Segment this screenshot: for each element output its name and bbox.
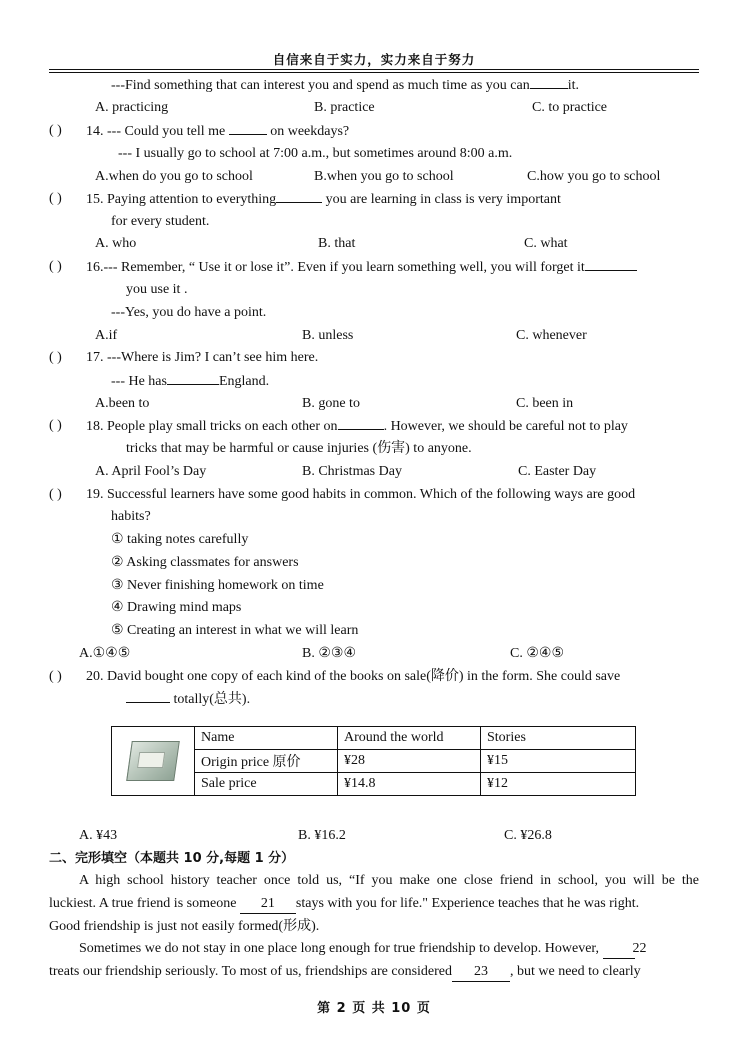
answer-paren[interactable]: ( ) <box>49 669 62 684</box>
q19-option-b: B. ②③④ <box>302 646 356 661</box>
header-rule-thick <box>49 69 699 70</box>
blank[interactable] <box>167 372 219 385</box>
passage-line: luckiest. A true friend is someone 21 stays with you for life." Experience teaches that he was right. <box>49 895 701 914</box>
q14-option-c: C.how you go to school <box>527 169 661 184</box>
q17-option-c: C. been in <box>516 396 574 411</box>
passage-line: Good friendship is just not easily formed(形成). <box>49 919 320 934</box>
table-cell: ¥15 <box>481 750 636 773</box>
q17-line1: 17. ---Where is Jim? I can’t see him here. <box>86 350 319 365</box>
answer-paren[interactable]: ( ) <box>49 418 62 433</box>
q18-line1: 18. People play small tricks on each other on . However, we should be careful not to play <box>86 419 628 434</box>
page-header: 自信来自于实力，实力来自于努力 <box>272 52 476 67</box>
q16-option-c: C. whenever <box>516 328 587 343</box>
q20-line2: totally(总共). <box>126 690 250 709</box>
q19-item-4: ④ Drawing mind maps <box>111 600 242 615</box>
q14-option-b: B.when you go to school <box>314 169 454 184</box>
blank-22[interactable]: 22 <box>603 940 635 959</box>
section-title: 二、完形填空（本题共 10 分,每题 1 分） <box>49 851 295 866</box>
blank-21[interactable]: 21 <box>240 895 296 914</box>
q14-option-a: A.when do you go to school <box>95 169 253 184</box>
q14-line2: --- I usually go to school at 7:00 a.m., but sometimes around 8:00 a.m. <box>118 146 513 161</box>
blank[interactable] <box>585 258 637 271</box>
passage-line: A high school history teacher once told us, “If you make one close friend in school, you will be the <box>79 873 699 888</box>
q15-option-b: B. that <box>318 236 356 251</box>
q13-line1: ---Find something that can interest you and spend as much time as you can it. <box>111 78 580 93</box>
table-cell: ¥28 <box>338 750 481 773</box>
q20-option-a: A. ¥43 <box>79 828 118 843</box>
answer-paren[interactable]: ( ) <box>49 350 62 365</box>
q19-item-1: ① taking notes carefully <box>111 532 249 547</box>
q19-line2: habits? <box>111 509 151 524</box>
q15-option-c: C. what <box>524 236 568 251</box>
q16-line1: 16.--- Remember, “ Use it or lose it”. Even if you learn something well, you will forget it <box>86 258 637 277</box>
price-table <box>111 726 636 796</box>
page-footer: 第 2 页 共 10 页 <box>317 1001 431 1016</box>
table-row <box>112 727 636 750</box>
q20-option-b: B. ¥16.2 <box>298 828 346 843</box>
q13-option-c: C. to practice <box>532 100 608 115</box>
q13-option-b: B. practice <box>314 100 375 115</box>
answer-paren[interactable]: ( ) <box>49 123 62 138</box>
q13-option-a: A. practicing <box>95 100 169 115</box>
q17-option-b: B. gone to <box>302 396 360 411</box>
table-cell: Sale price <box>195 773 338 796</box>
table-header: Stories <box>481 727 636 750</box>
blank[interactable] <box>338 417 384 430</box>
q17-line2: --- He has England. <box>111 374 270 389</box>
table-cell: ¥12 <box>481 773 636 796</box>
blank[interactable] <box>276 190 322 203</box>
q19-option-c: C. ②④⑤ <box>510 646 564 661</box>
blank[interactable] <box>530 76 568 89</box>
q15-line1: 15. Paying attention to everything you are learning in class is very important <box>86 192 561 207</box>
q18-option-c: C. Easter Day <box>518 464 597 479</box>
header-rule-thin <box>49 72 699 73</box>
blank-23[interactable]: 23 <box>452 963 510 982</box>
q15-option-a: A. who <box>95 236 137 251</box>
book-image-cell <box>112 727 195 796</box>
q18-line2: tricks that may be harmful or cause injuries (伤害) to anyone. <box>126 441 472 456</box>
q15-line2: for every student. <box>111 214 210 229</box>
q16-option-b: B. unless <box>302 328 354 343</box>
passage-line: Sometimes we do not stay in one place long enough for true friendship to develop. However, 22 <box>49 940 701 959</box>
q16-line3: ---Yes, you do have a point. <box>111 305 267 320</box>
table-cell: Origin price 原价 <box>195 750 338 773</box>
q19-item-3: ③ Never finishing homework on time <box>111 578 324 593</box>
table-cell: ¥14.8 <box>338 773 481 796</box>
q19-line1: 19. Successful learners have some good habits in common. Which of the following ways are good <box>86 487 636 502</box>
q19-item-2: ② Asking classmates for answers <box>111 555 299 570</box>
answer-paren[interactable]: ( ) <box>49 487 62 502</box>
q20-line1: 20. David bought one copy of each kind of the books on sale(降价) in the form. She could save <box>86 669 621 684</box>
table-header: Around the world <box>338 727 481 750</box>
q16-line2: you use it . <box>126 282 188 297</box>
q19-item-5: ⑤ Creating an interest in what we will learn <box>111 623 359 638</box>
q18-option-a: A. April Fool’s Day <box>95 464 207 479</box>
q18-option-b: B. Christmas Day <box>302 464 402 479</box>
blank[interactable] <box>229 122 267 135</box>
answer-paren[interactable]: ( ) <box>49 191 62 206</box>
passage-line: treats our friendship seriously. To most of us, friendships are considered 23 , but we need to clearly <box>49 963 701 982</box>
q19-option-a: A.①④⑤ <box>79 646 131 661</box>
q14-line1: 14. --- Could you tell me on weekdays? <box>86 124 350 139</box>
blank[interactable] <box>126 690 170 703</box>
answer-paren[interactable]: ( ) <box>49 259 62 274</box>
q20-option-c: C. ¥26.8 <box>504 828 552 843</box>
table-header: Name <box>195 727 338 750</box>
q16-option-a: A.if <box>95 328 118 343</box>
q17-option-a: A.been to <box>95 396 150 411</box>
book-image <box>126 741 180 781</box>
